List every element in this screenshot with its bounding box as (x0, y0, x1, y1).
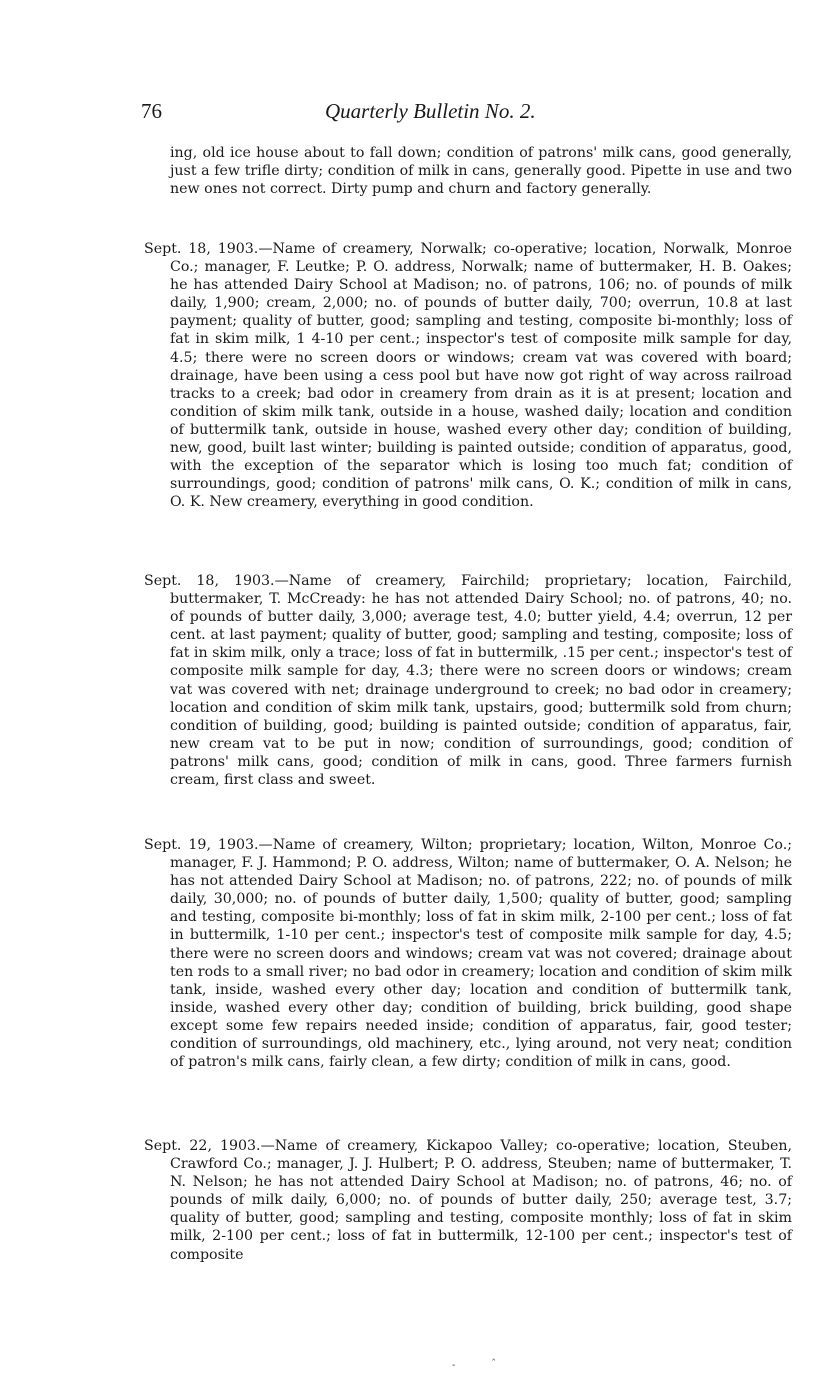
entry-text: Sept. 18, 1903.—Name of creamery, Norwalk; co-operative; location, Norwalk, Monroe Co.; manager, F. Leutke; P. O. address, Norwalk; name of buttermaker, H. B. Oakes; he has attended Dairy School at Madison; no. of patrons, 106; no. of pounds of milk daily, 1,900; cream, 2,000; no. of pounds of butter daily, 700; overrun, 10.8 at last payment; quality of butter, good; sampling and testing, composite bi-monthly; loss of fat in skim milk, 1 4-10 per cent.; inspector's test of composite milk sample for day, 4.5; there were no screen doors or windows; cream vat was covered with board; drainage, have been using a cess pool but have now got right of way across railroad tracks to a creek; bad odor in creamery from drain as it is at present; location and condition of skim milk tank, outside in a house, washed daily; location and condition of buttermilk tank, outside in house, washed every other day; condition of building, new, good, built last winter; building is painted outside; condition of apparatus, good, with the exception of the separator which is losing too much fat; condition of surroundings, good; condition of patrons' milk cans, O. K.; condition of milk in cans, O. K. New creamery, everything in good condition. (144, 241, 792, 511)
entry-text: Sept. 18, 1903.—Name of creamery, Fairchild; proprietary; location, Fairchild, buttermaker, T. McCready: he has not attended Dairy School; no. of patrons, 40; no. of pounds of butter daily, 3,000; average test, 4.0; butter yield, 4.4; overrun, 12 per cent. at last payment; quality of butter, good; sampling and testing, composite; loss of fat in skim milk, only a trace; loss of fat in buttermilk, .15 per cent.; inspector's test of composite milk sample for day, 4.3; there were no screen doors or windows; cream vat was covered with net; drainage underground to creek; no bad odor in creamery; location and condition of skim milk tank, upstairs, good; buttermilk sold from churn; condition of building, good; building is painted outside; condition of apparatus, fair, new cream vat to be put in now; condition of surroundings, good; condition of patrons' milk cans, good; condition of milk in cans, good. Three farmers furnish cream, first class and sweet. (144, 573, 792, 789)
inspection-entry (144, 1137, 792, 1264)
entry-text: Sept. 19, 1903.—Name of creamery, Wilton; proprietary; location, Wilton, Monroe Co.; manager, F. J. Hammond; P. O. address, Wilton; name of buttermaker, O. A. Nelson; he has not attended Dairy School at Madison; no. of patrons, 222; no. of pounds of milk daily, 30,000; no. of pounds of butter daily, 1,500; quality of butter, good; sampling and testing, composite bi-monthly; loss of fat in skim milk, 2-100 per cent.; loss of fat in buttermilk, 1-10 per cent.; inspector's test of composite milk sample for day, 4.5; there were no screen doors and windows; cream vat was not covered; drainage about ten rods to a small river; no bad odor in creamery; location and condition of skim milk tank, inside, washed every other day; location and condition of buttermilk tank, inside, washed every other day; condition of building, brick building, good shape except some few repairs needed inside; condition of apparatus, fair, good tester; condition of surroundings, old machinery, etc., lying around, not very neat; condition of patron's milk cans, fairly clean, a few dirty; condition of milk in cans, good. (144, 837, 792, 1071)
running-title: Quarterly Bulletin No. 2. (325, 99, 536, 123)
inspection-entry (144, 836, 792, 1071)
page-header (141, 99, 801, 129)
inspection-entry (144, 572, 792, 789)
page-number: 76 (141, 99, 162, 123)
footer-mark: - (452, 1360, 456, 1371)
footer-mark: ‸ (492, 1350, 496, 1361)
inspection-entry (144, 240, 792, 511)
entry-text: Sept. 22, 1903.—Name of creamery, Kickapoo Valley; co-operative; location, Steuben, Crawford Co.; manager, J. J. Hulbert; P. O. address, Steuben; name of buttermaker, T. N. Nelson; he has not attended Dairy School at Madison; no. of patrons, 46; no. of pounds of milk daily, 6,000; no. of pounds of butter daily, 250; average test, 3.7; quality of butter, good; sampling and testing, composite monthly; loss of fat in skim milk, 2-100 per cent.; loss of fat in buttermilk, 12-100 per cent.; inspector's test of composite (144, 1138, 792, 1263)
continued-paragraph (144, 144, 792, 198)
paragraph-text: ing, old ice house about to fall down; condition of patrons' milk cans, good generally, just a few trifle dirty; condition of milk in cans, generally good. Pipette in use and two new ones not correct. Dirty pump and churn and factory generally. (170, 145, 792, 198)
